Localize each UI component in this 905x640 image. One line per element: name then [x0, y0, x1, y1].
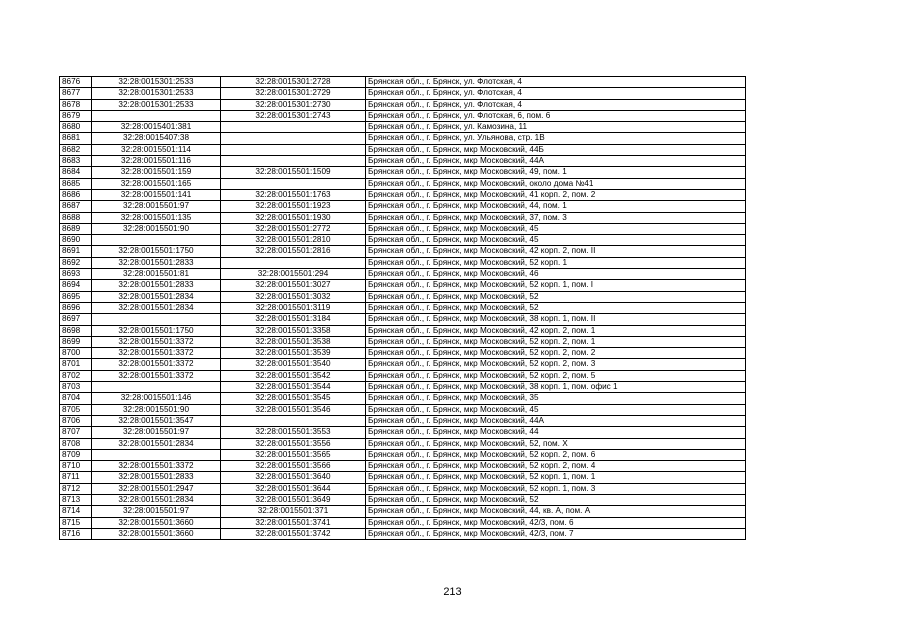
address-cell: Брянская обл., г. Брянск, мкр Московский, 44 [366, 427, 746, 438]
table-row [60, 246, 746, 257]
table-row [60, 359, 746, 370]
address-cell: Брянская обл., г. Брянск, мкр Московский, 45 [366, 235, 746, 246]
cadastral-number-cell: 32:28:0015501:3538 [221, 336, 366, 347]
table-row [60, 483, 746, 494]
row-number-cell: 8699 [60, 336, 92, 347]
row-number-cell: 8715 [60, 517, 92, 528]
cadastral-parent-cell: 32:28:0015501:3660 [92, 528, 221, 539]
address-cell: Брянская обл., г. Брянск, мкр Московский, 37, пом. 3 [366, 212, 746, 223]
row-number-cell: 8681 [60, 133, 92, 144]
address-cell: Брянская обл., г. Брянск, мкр Московский, 42/3, пом. 6 [366, 517, 746, 528]
row-number-cell: 8679 [60, 110, 92, 121]
cadastral-parent-cell: 32:28:0015501:3660 [92, 517, 221, 528]
cadastral-parent-cell: 32:28:0015301:2533 [92, 99, 221, 110]
cadastral-parent-cell: 32:28:0015501:90 [92, 223, 221, 234]
cadastral-parent-cell [92, 110, 221, 121]
row-number-cell: 8709 [60, 449, 92, 460]
table-row [60, 223, 746, 234]
row-number-cell: 8687 [60, 201, 92, 212]
address-cell: Брянская обл., г. Брянск, мкр Московский, 52, пом. X [366, 438, 746, 449]
address-cell: Брянская обл., г. Брянск, мкр Московский, 52 корп. 1, пом. 1 [366, 472, 746, 483]
cadastral-number-cell: 32:28:0015301:2730 [221, 99, 366, 110]
cadastral-parent-cell: 32:28:0015501:81 [92, 269, 221, 280]
address-cell: Брянская обл., г. Брянск, мкр Московский, около дома №41 [366, 178, 746, 189]
cadastral-parent-cell: 32:28:0015501:3372 [92, 359, 221, 370]
cadastral-parent-cell [92, 449, 221, 460]
cadastral-number-cell: 32:28:0015501:1763 [221, 189, 366, 200]
address-cell: Брянская обл., г. Брянск, ул. Флотская, 6, пом. 6 [366, 110, 746, 121]
cadastral-number-cell: 32:28:0015501:3640 [221, 472, 366, 483]
address-cell: Брянская обл., г. Брянск, мкр Московский, 44, пом. 1 [366, 201, 746, 212]
cadastral-parent-cell: 32:28:0015501:2947 [92, 483, 221, 494]
table-row [60, 528, 746, 539]
cadastral-parent-cell [92, 235, 221, 246]
cadastral-parent-cell: 32:28:0015407:38 [92, 133, 221, 144]
address-cell: Брянская обл., г. Брянск, мкр Московский, 52 корп. 2, пом. 2 [366, 348, 746, 359]
table-row [60, 77, 746, 88]
row-number-cell: 8696 [60, 302, 92, 313]
table-row [60, 336, 746, 347]
cadastral-number-cell: 32:28:0015501:3027 [221, 280, 366, 291]
cadastral-number-cell: 32:28:0015501:294 [221, 269, 366, 280]
address-cell: Брянская обл., г. Брянск, мкр Московский, 44А [366, 156, 746, 167]
row-number-cell: 8691 [60, 246, 92, 257]
address-cell: Брянская обл., г. Брянск, мкр Московский, 52 корп. 2, пом. 3 [366, 359, 746, 370]
address-cell: Брянская обл., г. Брянск, мкр Московский, 52 корп. 2, пом. 4 [366, 461, 746, 472]
address-cell: Брянская обл., г. Брянск, мкр Московский, 38 корп. 1, пом. II [366, 314, 746, 325]
cadastral-parent-cell: 32:28:0015501:3547 [92, 415, 221, 426]
table-row [60, 314, 746, 325]
row-number-cell: 8686 [60, 189, 92, 200]
address-cell: Брянская обл., г. Брянск, мкр Московский, 35 [366, 393, 746, 404]
cadastral-number-cell: 32:28:0015301:2729 [221, 88, 366, 99]
row-number-cell: 8689 [60, 223, 92, 234]
cadastral-parent-cell: 32:28:0015501:2834 [92, 494, 221, 505]
table-row [60, 144, 746, 155]
address-cell: Брянская обл., г. Брянск, мкр Московский, 52 корп. 1, пом. 3 [366, 483, 746, 494]
registry-table [59, 76, 746, 540]
row-number-cell: 8697 [60, 314, 92, 325]
address-cell: Брянская обл., г. Брянск, мкр Московский, 38 корп. 1, пом. офис 1 [366, 382, 746, 393]
address-cell: Брянская обл., г. Брянск, мкр Московский, 52 [366, 302, 746, 313]
cadastral-number-cell: 32:28:0015501:3184 [221, 314, 366, 325]
address-cell: Брянская обл., г. Брянск, ул. Флотская, 4 [366, 99, 746, 110]
table-row [60, 99, 746, 110]
address-cell: Брянская обл., г. Брянск, ул. Ульянова, стр. 1В [366, 133, 746, 144]
cadastral-parent-cell: 32:28:0015501:2833 [92, 280, 221, 291]
cadastral-parent-cell: 32:28:0015501:2834 [92, 438, 221, 449]
table-row [60, 189, 746, 200]
address-cell: Брянская обл., г. Брянск, мкр Московский, 52 корп. 2, пом. 5 [366, 370, 746, 381]
cadastral-parent-cell: 32:28:0015501:2833 [92, 472, 221, 483]
row-number-cell: 8698 [60, 325, 92, 336]
address-cell: Брянская обл., г. Брянск, мкр Московский, 45 [366, 404, 746, 415]
row-number-cell: 8680 [60, 122, 92, 133]
address-cell: Брянская обл., г. Брянск, мкр Московский, 52 корп. 1 [366, 257, 746, 268]
cadastral-number-cell: 32:28:0015501:3566 [221, 461, 366, 472]
address-cell: Брянская обл., г. Брянск, мкр Московский, 42 корп. 2, пом. 1 [366, 325, 746, 336]
row-number-cell: 8701 [60, 359, 92, 370]
table-row [60, 382, 746, 393]
row-number-cell: 8700 [60, 348, 92, 359]
row-number-cell: 8684 [60, 167, 92, 178]
cadastral-parent-cell: 32:28:0015501:165 [92, 178, 221, 189]
row-number-cell: 8678 [60, 99, 92, 110]
cadastral-number-cell: 32:28:0015501:2772 [221, 223, 366, 234]
cadastral-number-cell: 32:28:0015501:1923 [221, 201, 366, 212]
row-number-cell: 8711 [60, 472, 92, 483]
table-row [60, 201, 746, 212]
cadastral-number-cell [221, 257, 366, 268]
table-row [60, 156, 746, 167]
address-cell: Брянская обл., г. Брянск, мкр Московский, 44Б [366, 144, 746, 155]
table-row [60, 438, 746, 449]
table-row [60, 449, 746, 460]
table-row [60, 506, 746, 517]
cadastral-number-cell: 32:28:0015501:3119 [221, 302, 366, 313]
table-row [60, 178, 746, 189]
table-row [60, 472, 746, 483]
table-row [60, 122, 746, 133]
row-number-cell: 8685 [60, 178, 92, 189]
table-row [60, 494, 746, 505]
cadastral-parent-cell: 32:28:0015501:146 [92, 393, 221, 404]
cadastral-parent-cell: 32:28:0015301:2533 [92, 88, 221, 99]
row-number-cell: 8712 [60, 483, 92, 494]
cadastral-number-cell: 32:28:0015501:3742 [221, 528, 366, 539]
table-row [60, 325, 746, 336]
row-number-cell: 8682 [60, 144, 92, 155]
cadastral-number-cell: 32:28:0015501:3542 [221, 370, 366, 381]
cadastral-parent-cell: 32:28:0015401:381 [92, 122, 221, 133]
cadastral-parent-cell: 32:28:0015501:159 [92, 167, 221, 178]
address-cell: Брянская обл., г. Брянск, мкр Московский, 52 [366, 494, 746, 505]
cadastral-number-cell: 32:28:0015501:3644 [221, 483, 366, 494]
row-number-cell: 8706 [60, 415, 92, 426]
table-row [60, 280, 746, 291]
cadastral-parent-cell: 32:28:0015501:90 [92, 404, 221, 415]
table-row [60, 393, 746, 404]
cadastral-number-cell: 32:28:0015501:3032 [221, 291, 366, 302]
row-number-cell: 8703 [60, 382, 92, 393]
address-cell: Брянская обл., г. Брянск, мкр Московский, 52 корп. 2, пом. 1 [366, 336, 746, 347]
registry-table-body [60, 77, 746, 540]
address-cell: Брянская обл., г. Брянск, мкр Московский, 42/3, пом. 7 [366, 528, 746, 539]
table-row [60, 348, 746, 359]
table-row [60, 257, 746, 268]
table-row [60, 212, 746, 223]
cadastral-parent-cell: 32:28:0015501:2833 [92, 257, 221, 268]
cadastral-parent-cell: 32:28:0015501:116 [92, 156, 221, 167]
cadastral-parent-cell: 32:28:0015501:97 [92, 506, 221, 517]
cadastral-parent-cell: 32:28:0015501:97 [92, 427, 221, 438]
cadastral-parent-cell [92, 382, 221, 393]
cadastral-number-cell: 32:28:0015501:3741 [221, 517, 366, 528]
cadastral-parent-cell: 32:28:0015501:2834 [92, 291, 221, 302]
address-cell: Брянская обл., г. Брянск, мкр Московский, 44, кв. А, пом. А [366, 506, 746, 517]
cadastral-parent-cell: 32:28:0015501:2834 [92, 302, 221, 313]
row-number-cell: 8707 [60, 427, 92, 438]
cadastral-number-cell [221, 178, 366, 189]
cadastral-number-cell: 32:28:0015501:3540 [221, 359, 366, 370]
table-row [60, 88, 746, 99]
row-number-cell: 8683 [60, 156, 92, 167]
cadastral-parent-cell: 32:28:0015501:135 [92, 212, 221, 223]
cadastral-number-cell: 32:28:0015501:3539 [221, 348, 366, 359]
row-number-cell: 8694 [60, 280, 92, 291]
row-number-cell: 8716 [60, 528, 92, 539]
row-number-cell: 8714 [60, 506, 92, 517]
cadastral-parent-cell: 32:28:0015501:3372 [92, 336, 221, 347]
cadastral-number-cell: 32:28:0015501:3556 [221, 438, 366, 449]
cadastral-parent-cell: 32:28:0015501:141 [92, 189, 221, 200]
address-cell: Брянская обл., г. Брянск, мкр Московский, 42 корп. 2, пом. II [366, 246, 746, 257]
cadastral-parent-cell: 32:28:0015301:2533 [92, 77, 221, 88]
cadastral-number-cell: 32:28:0015301:2743 [221, 110, 366, 121]
cadastral-number-cell: 32:28:0015501:371 [221, 506, 366, 517]
address-cell: Брянская обл., г. Брянск, ул. Флотская, 4 [366, 88, 746, 99]
row-number-cell: 8692 [60, 257, 92, 268]
row-number-cell: 8690 [60, 235, 92, 246]
cadastral-number-cell: 32:28:0015501:3544 [221, 382, 366, 393]
table-row [60, 110, 746, 121]
cadastral-number-cell: 32:28:0015301:2728 [221, 77, 366, 88]
table-row [60, 517, 746, 528]
cadastral-parent-cell: 32:28:0015501:97 [92, 201, 221, 212]
row-number-cell: 8702 [60, 370, 92, 381]
cadastral-number-cell [221, 144, 366, 155]
cadastral-parent-cell: 32:28:0015501:1750 [92, 246, 221, 257]
row-number-cell: 8693 [60, 269, 92, 280]
address-cell: Брянская обл., г. Брянск, мкр Московский, 44А [366, 415, 746, 426]
table-row [60, 370, 746, 381]
cadastral-number-cell [221, 122, 366, 133]
table-row [60, 235, 746, 246]
cadastral-number-cell: 32:28:0015501:2810 [221, 235, 366, 246]
row-number-cell: 8713 [60, 494, 92, 505]
address-cell: Брянская обл., г. Брянск, ул. Флотская, 4 [366, 77, 746, 88]
cadastral-number-cell: 32:28:0015501:3545 [221, 393, 366, 404]
cadastral-number-cell: 32:28:0015501:3553 [221, 427, 366, 438]
cadastral-number-cell [221, 156, 366, 167]
row-number-cell: 8705 [60, 404, 92, 415]
table-row [60, 427, 746, 438]
cadastral-number-cell: 32:28:0015501:3358 [221, 325, 366, 336]
row-number-cell: 8704 [60, 393, 92, 404]
cadastral-parent-cell: 32:28:0015501:114 [92, 144, 221, 155]
cadastral-parent-cell: 32:28:0015501:1750 [92, 325, 221, 336]
cadastral-parent-cell: 32:28:0015501:3372 [92, 348, 221, 359]
row-number-cell: 8695 [60, 291, 92, 302]
cadastral-number-cell: 32:28:0015501:1930 [221, 212, 366, 223]
table-row [60, 461, 746, 472]
address-cell: Брянская обл., г. Брянск, мкр Московский, 52 [366, 291, 746, 302]
table-row [60, 167, 746, 178]
page-number: 213 [443, 586, 462, 598]
cadastral-number-cell: 32:28:0015501:3649 [221, 494, 366, 505]
cadastral-number-cell: 32:28:0015501:1509 [221, 167, 366, 178]
table-row [60, 302, 746, 313]
table-row [60, 404, 746, 415]
cadastral-number-cell [221, 415, 366, 426]
row-number-cell: 8688 [60, 212, 92, 223]
address-cell: Брянская обл., г. Брянск, ул. Камозина, 11 [366, 122, 746, 133]
cadastral-parent-cell: 32:28:0015501:3372 [92, 370, 221, 381]
table-row [60, 291, 746, 302]
row-number-cell: 8676 [60, 77, 92, 88]
row-number-cell: 8708 [60, 438, 92, 449]
table-row [60, 133, 746, 144]
table-row [60, 269, 746, 280]
cadastral-number-cell: 32:28:0015501:2816 [221, 246, 366, 257]
address-cell: Брянская обл., г. Брянск, мкр Московский, 52 корп. 1, пом. I [366, 280, 746, 291]
address-cell: Брянская обл., г. Брянск, мкр Московский, 41 корп. 2, пом. 2 [366, 189, 746, 200]
cadastral-number-cell: 32:28:0015501:3546 [221, 404, 366, 415]
cadastral-parent-cell [92, 314, 221, 325]
row-number-cell: 8710 [60, 461, 92, 472]
address-cell: Брянская обл., г. Брянск, мкр Московский, 45 [366, 223, 746, 234]
cadastral-number-cell: 32:28:0015501:3565 [221, 449, 366, 460]
address-cell: Брянская обл., г. Брянск, мкр Московский, 52 корп. 2, пом. 6 [366, 449, 746, 460]
address-cell: Брянская обл., г. Брянск, мкр Московский, 46 [366, 269, 746, 280]
cadastral-parent-cell: 32:28:0015501:3372 [92, 461, 221, 472]
cadastral-number-cell [221, 133, 366, 144]
row-number-cell: 8677 [60, 88, 92, 99]
address-cell: Брянская обл., г. Брянск, мкр Московский, 49, пом. 1 [366, 167, 746, 178]
table-row [60, 415, 746, 426]
